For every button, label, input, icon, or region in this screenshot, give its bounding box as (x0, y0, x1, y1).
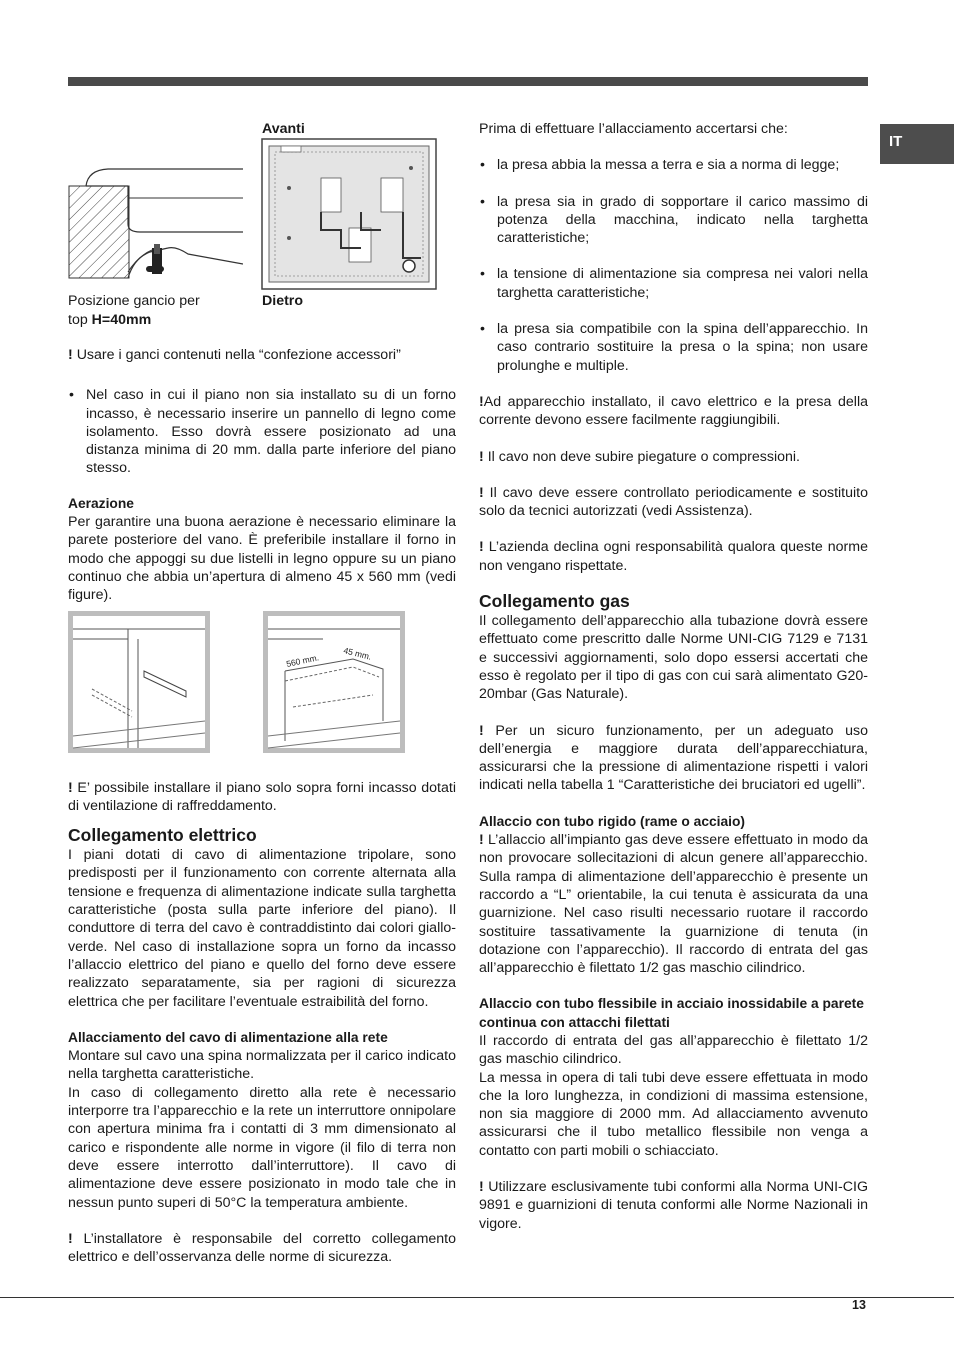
warning-mark: ! (479, 484, 484, 501)
checklist-item: • la presa sia compatibile con la spina dell’apparecchio. In caso contrario sostituire la presa o la spina; non usare prolunghe e multiple. (479, 320, 868, 375)
warning-mark: ! (68, 1230, 73, 1247)
ventilation-text: Per garantire una buona aerazione è necessario eliminare la parete posteriore del vano. È preferibile installare il forno in modo che appoggi su due listelli in legno oppure su un piano continuo che abbia un’apertura di almeno 45 x 560 mm (vedi figure). (68, 514, 456, 604)
note-installer-text: L’installatore è responsabile del corretto collegamento elettrico e dell’osservanza delle norme di sicurezza. (68, 1230, 456, 1266)
checklist-intro: Prima di effettuare l’allacciamento accertarsi che: (479, 121, 788, 137)
hook-side-illustration (68, 164, 243, 294)
mains-connection-title: Allacciamento del cavo di alimentazione alla rete (68, 1029, 388, 1045)
cabinet-battens-illustration (68, 611, 210, 753)
warning-mark: ! (68, 347, 73, 363)
warning-mark: ! (68, 779, 73, 796)
language-tab: IT (880, 124, 954, 164)
note-gas-pressure-text: Per un sicuro funzionamento, per un adeguato uso dell’energia e maggiore durata dell’apparecchiatura, assicurarsi che la pressione di alimentazione rispetti i valori indicati nella tabella 1 “Caratteristiche dei bruciatori ed ugelli”. (479, 722, 868, 794)
note-hooks (68, 346, 456, 364)
hook-position-label: Posizione gancio per (68, 293, 200, 309)
back-label: Dietro (262, 293, 303, 309)
checklist-item: • la presa sia in grado di sopportare il carico massimo di potenza della macchina, indicato nella targhetta caratteristiche; (479, 193, 868, 248)
flexible-pipe-title: Allaccio con tubo flessibile in acciaio inossidabile a parete continua con attacchi filettati (479, 996, 864, 1030)
checklist-item: • la presa abbia la messa a terra e sia a norma di legge; (479, 156, 868, 174)
warning-mark: ! (479, 539, 484, 556)
warning-mark: ! (479, 448, 484, 465)
note-ovens-text: E’ possibile installare il piano solo sopra forni incasso dotati di ventilazione di raffreddamento. (68, 779, 456, 814)
gas-connection-title: Collegamento gas (479, 591, 630, 612)
hob-top-view-illustration (261, 138, 437, 290)
note-hooks-text: Usare i ganci contenuti nella “confezione accessori” (76, 347, 401, 363)
cabinet-opening-illustration (263, 611, 405, 753)
warning-mark: ! (479, 393, 484, 410)
flexible-pipe-text-1: Il raccordo di entrata del gas all’apparecchio è filettato 1/2 gas maschio cilindrico. (479, 1032, 868, 1068)
footer-rule (0, 1297, 954, 1298)
flexible-pipe-text-2: La messa in opera di tali tubi deve essere effettuata in modo che la loro lunghezza, in condizioni di massima estensione, non sia maggiore di 2000 mm. Ad allacciamento avvenuto assicurarsi che il tubo metallico flessibile non venga a contatto con parti mobili o schiacciato. (479, 1069, 868, 1159)
note-installer (68, 1230, 456, 1267)
rigid-pipe-text (479, 831, 868, 977)
warning-mark: ! (479, 832, 484, 849)
note-bending-text: Il cavo non deve subire piegature o compressioni. (487, 448, 800, 465)
ventilation-title: Aerazione (68, 495, 134, 511)
hook-height-caption (68, 311, 151, 329)
hook-figure (68, 120, 456, 326)
note-inspection (479, 484, 868, 521)
rigid-pipe-title: Allaccio con tubo rigido (rame o acciaio) (479, 813, 746, 829)
note-pipes-standard (479, 1178, 868, 1233)
electrical-connection-title: Collegamento elettrico (68, 825, 257, 846)
note-inspection-text: Il cavo deve essere controllato periodicamente e sostituito solo da tecnici autorizzati (vedi Assistenza). (479, 484, 868, 520)
note-liability (479, 538, 868, 575)
note-pipes-standard-text: Utilizzare esclusivamente tubi conformi alla Norma UNI-CIG 9891 e guarnizioni di tenuta conformi alle Norme Nazionali in vigore. (479, 1179, 868, 1232)
hook-height-label: H=40mm (91, 312, 152, 328)
electrical-connection-text: I piani dotati di cavo di alimentazione tripolare, sono predisposti per il funzionamento con corrente alternata alla tensione e frequenza di alimentazione indicate sulla targhetta caratteristiche (posta sulla parte inferiore del piano). Il conduttore di terra del cavo è contraddistinto dai colori giallo-verde. Nel caso di installazione sopra un forno da incasso l’allaccio elettrico del piano e quello del forno deve essere realizzato separatamente, sia per ragioni di sicurezza elettrica che per facilitare l’eventuale estraibilità del forno. (68, 847, 456, 1010)
note-gas-pressure (479, 722, 868, 795)
note-accessible-text: Ad apparecchio installato, il cavo elettrico e la presa della corrente devono essere facilmente raggiungibili. (479, 393, 868, 429)
gas-connection-text: Il collegamento dell’apparecchio alla tubazione dovrà essere effettuato come prescritto dalle Norme UNI-CIG 7129 e 7131 e successivi aggiornamenti, solo dopo essersi accertati che esso è regolato per il tipo di gas con cui sarà alimentato G20-20mbar (Gas Naturale). (479, 613, 868, 703)
page-number: 13 (852, 1298, 866, 1312)
bullet-panel: • Nel caso in cui il piano non sia installato su di un forno incasso, è necessario inserire un pannello di legno come isolamento. Esso dovrà essere posizionato ad una distanza minima di 20 mm. dalla parte inferiore del piano stesso. (68, 386, 456, 477)
right-column (479, 120, 868, 1233)
ventilation-figures (68, 611, 456, 763)
mains-connection-text-2: In caso di collegamento diretto alla rete è necessario interporre tra l’apparecchio e la rete un interruttore onnipolare con apertura minima fra i contatti di 3 mm dimensionato al carico e rispondente alle norme in vigore (il filo di terra non deve essere interrotto dall’interruttore). Il cavo di alimentazione deve essere posizionato in modo tale che in nessun punto superi di 50°C la temperatura ambiente. (68, 1084, 456, 1211)
left-column (68, 120, 456, 1266)
checklist-item: • la tensione di alimentazione sia compresa nei valori nella targhetta caratteristiche; (479, 265, 868, 302)
header-bar (68, 77, 868, 86)
front-label: Avanti (262, 121, 305, 137)
warning-mark: ! (479, 722, 484, 739)
mains-connection-text-1: Montare sul cavo una spina normalizzata per il carico indicato nella targhetta caratteristiche. (68, 1048, 456, 1083)
hook-top-label: top (68, 312, 92, 328)
dimension-560: 560 mm. (285, 651, 320, 669)
note-liability-text: L’azienda declina ogni responsabilità qualora queste norme non vengano rispettate. (479, 539, 868, 574)
dimension-45: 45 mm. (342, 644, 373, 662)
note-accessible (479, 393, 868, 430)
rigid-pipe-body: L’allaccio all’impianto gas deve essere effettuato in modo da non provocare sollecitazioni di alcun genere all’apparecchio. Sulla rampa di alimentazione dell’apparecchio è presente un raccordo a “L” orientabile, la cui tenuta è assicurata da una guarnizione. Nel caso risulti necessario ruotare il raccordo sostituire tassativamente la guarnizione di tenuta (in dotazione con l’apparecchio). Il raccordo di entrata del gas all’apparecchio è filettato 1/2 gas maschio cilindrico. (479, 832, 868, 977)
note-ovens (68, 779, 456, 816)
note-bending (479, 448, 868, 466)
warning-mark: ! (479, 1179, 484, 1196)
